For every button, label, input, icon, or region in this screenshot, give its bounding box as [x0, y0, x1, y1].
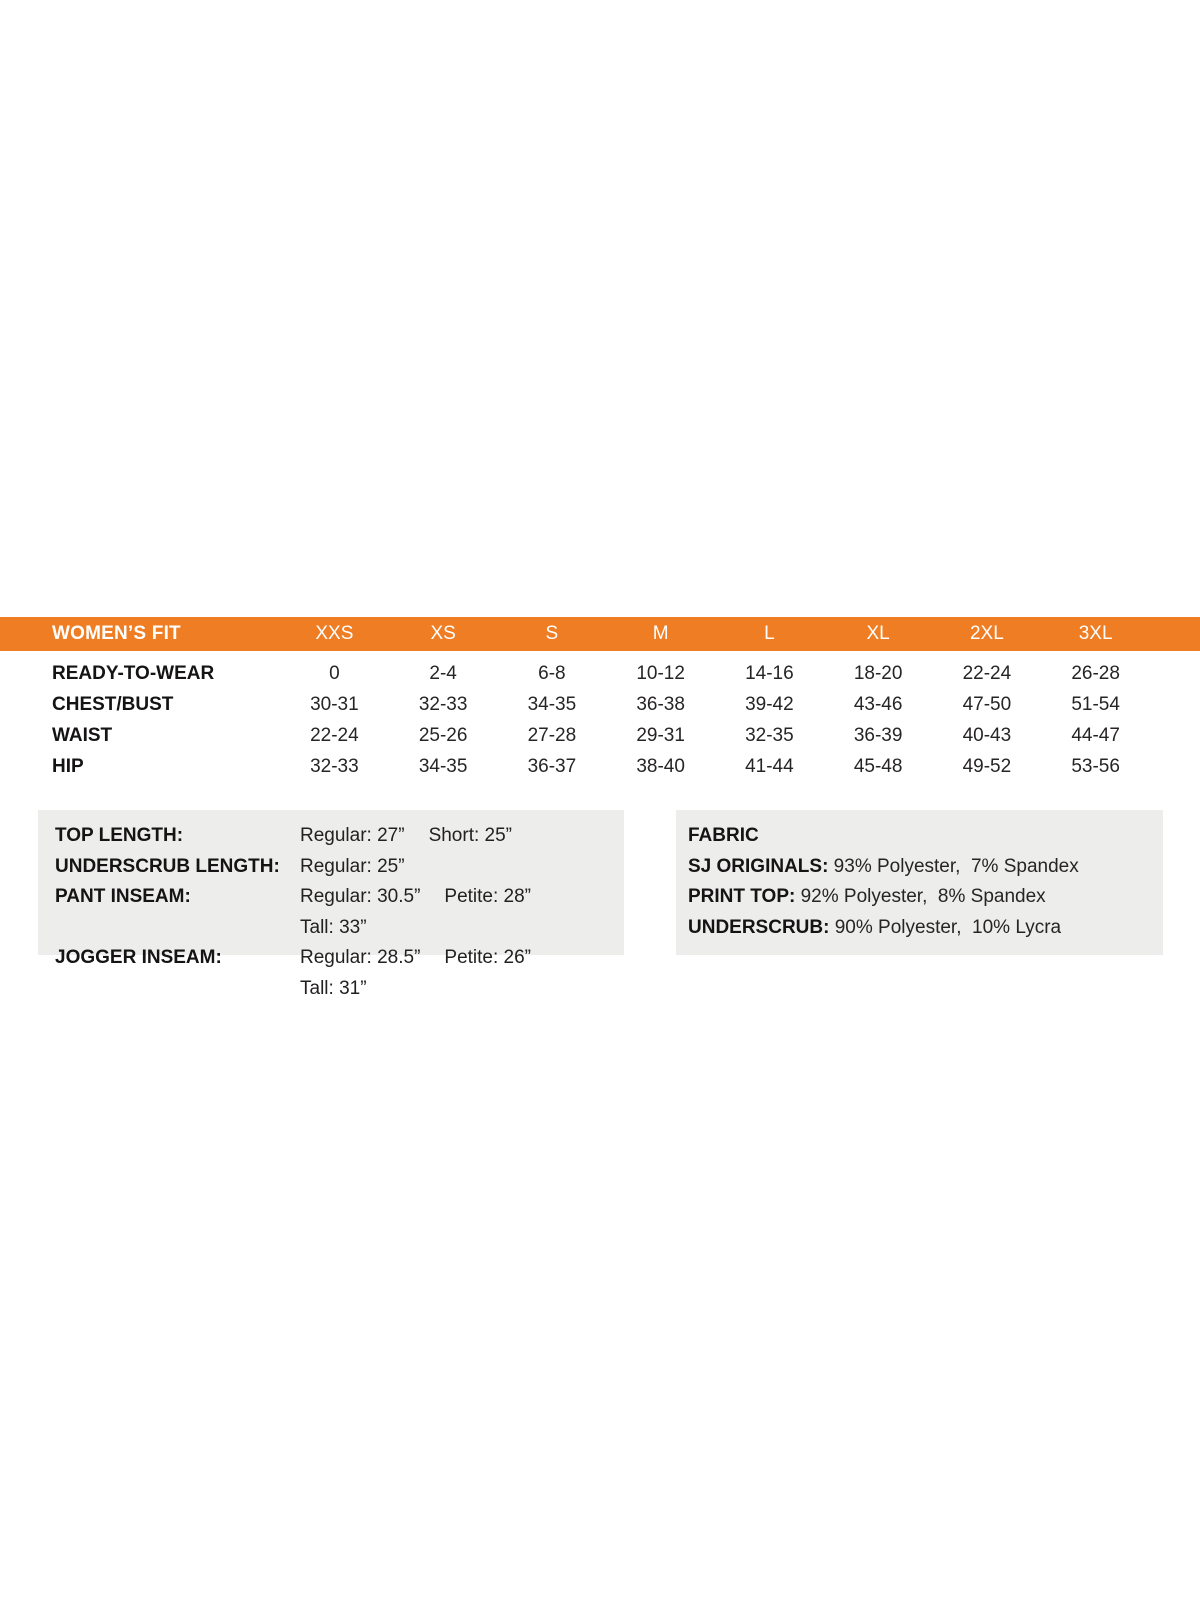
column-header-xl: XL	[866, 623, 890, 644]
fabric-rows	[688, 852, 1163, 944]
size-cell: 32-33	[418, 693, 468, 715]
size-chart-header-row	[0, 617, 1200, 651]
size-cell: 44-47	[1071, 724, 1120, 746]
size-cell: 27-28	[527, 724, 577, 746]
size-cell: 32-35	[745, 724, 794, 746]
size-cell: 47-50	[962, 693, 1012, 715]
column-header-m: M	[652, 623, 669, 644]
size-cell: 39-42	[745, 693, 794, 715]
column-header-3xl: 3XL	[1078, 623, 1113, 644]
measurement-values	[300, 882, 624, 943]
fabric-value: 92% Polyester, 8% Spandex	[795, 886, 1046, 907]
size-cell: 53-56	[1071, 755, 1120, 777]
column-header-xs: XS	[430, 623, 456, 644]
size-cell: 45-48	[853, 755, 903, 777]
size-cell: 14-16	[745, 662, 794, 684]
measurement-label: PANT INSEAM:	[55, 886, 191, 907]
column-header-l: L	[764, 623, 775, 644]
measurement-row	[55, 821, 624, 852]
size-cell: 40-43	[962, 724, 1012, 746]
size-table-row	[0, 658, 1200, 689]
size-cell: 6-8	[538, 662, 566, 684]
measurement-value: Tall: 31”	[300, 977, 367, 999]
measurement-value: Regular: 27”	[300, 825, 405, 846]
fabric-panel-title: FABRIC	[688, 825, 759, 846]
size-table-body	[0, 651, 1200, 782]
fabric-panel	[676, 810, 1163, 955]
measurement-value: Regular: 25”	[300, 855, 405, 877]
measurement-values	[300, 821, 624, 852]
measurement-label: UNDERSCRUB LENGTH:	[55, 855, 280, 877]
size-cell: 49-52	[962, 755, 1012, 777]
fabric-row	[688, 852, 1163, 883]
size-row-label: WAIST	[52, 724, 113, 746]
measurement-value: Regular: 30.5”	[300, 886, 421, 907]
column-header-2xl: 2XL	[969, 623, 1004, 644]
size-table-row	[0, 751, 1200, 782]
size-cell: 2-4	[429, 662, 457, 684]
size-cell: 26-28	[1071, 662, 1120, 684]
measurement-value: Regular: 28.5”	[300, 947, 421, 968]
size-cell: 36-38	[636, 693, 685, 715]
measurement-value: Tall: 33”	[300, 916, 367, 938]
column-header-xxs: XXS	[315, 623, 354, 644]
measurement-row	[55, 943, 624, 1004]
measurements-panel	[38, 810, 624, 999]
fabric-label: PRINT TOP:	[688, 886, 796, 907]
measurement-row	[55, 882, 624, 943]
fabric-row	[688, 882, 1163, 913]
measurement-value: Short: 25”	[428, 825, 512, 846]
fabric-label: SJ ORIGINALS:	[688, 855, 829, 877]
size-table-row	[0, 689, 1200, 720]
size-cell: 36-37	[527, 755, 577, 777]
measurement-value: Petite: 28”	[444, 886, 532, 907]
size-cell: 0	[329, 662, 340, 684]
column-header-s: S	[545, 623, 559, 644]
size-row-label: READY-TO-WEAR	[52, 662, 215, 684]
measurement-values	[300, 852, 624, 883]
size-chart-title: WOMEN’S FIT	[52, 623, 181, 644]
measurement-value: Petite: 26”	[444, 947, 532, 968]
measurement-label: JOGGER INSEAM:	[55, 947, 222, 968]
size-cell: 38-40	[636, 755, 685, 777]
size-cell: 30-31	[310, 693, 359, 715]
fabric-label: UNDERSCRUB:	[688, 916, 830, 938]
size-cell: 43-46	[853, 693, 903, 715]
size-chart-content	[0, 617, 1200, 999]
size-cell: 18-20	[853, 662, 903, 684]
measurement-values	[300, 943, 624, 1004]
size-cell: 41-44	[745, 755, 794, 777]
size-table-row	[0, 720, 1200, 751]
fabric-value: 90% Polyester, 10% Lycra	[829, 916, 1062, 938]
fabric-value: 93% Polyester, 7% Spandex	[828, 855, 1079, 877]
info-panels	[0, 810, 1200, 999]
size-cell: 34-35	[527, 693, 577, 715]
size-cell: 32-33	[310, 755, 359, 777]
size-row-label: HIP	[52, 755, 84, 777]
measurement-label: TOP LENGTH:	[55, 825, 184, 846]
size-chart-header-bar	[0, 617, 1200, 651]
size-cell: 51-54	[1071, 693, 1120, 715]
size-cell: 34-35	[418, 755, 468, 777]
size-cell: 25-26	[418, 724, 468, 746]
measurement-row	[55, 852, 624, 883]
size-cell: 22-24	[962, 662, 1012, 684]
size-row-label: CHEST/BUST	[52, 693, 174, 715]
size-cell: 10-12	[636, 662, 685, 684]
size-cell: 29-31	[636, 724, 685, 746]
fabric-row	[688, 913, 1163, 944]
size-cell: 22-24	[310, 724, 359, 746]
size-cell: 36-39	[853, 724, 903, 746]
